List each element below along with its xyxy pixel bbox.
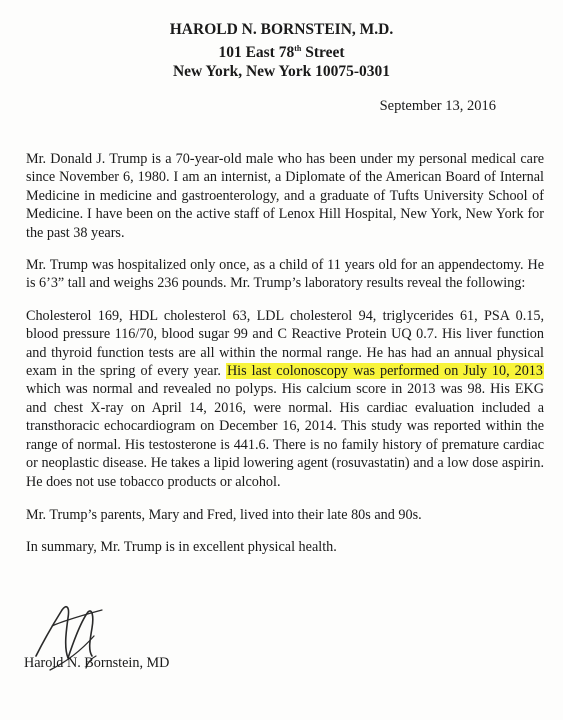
street-name: Street	[301, 44, 345, 61]
paragraph-family-history: Mr. Trump’s parents, Mary and Fred, lived into their late 80s and 90s.	[26, 506, 422, 523]
handwritten-signature	[22, 596, 282, 696]
address-city: New York, New York 10075-0301	[172, 63, 391, 80]
paragraph-history: Mr. Trump was hospitalized only once, as a child of 11 years old for an appendectomy. He is 6’3” tall and weighs 236 pounds. Mr. Trump’s laboratory results reveal the following:	[26, 257, 544, 292]
paragraph-summary: In summary, Mr. Trump is in excellent physical health.	[26, 539, 337, 556]
paragraph-lab-results	[26, 307, 544, 491]
signature-name: Harold N. Bornstein, MD	[24, 655, 170, 671]
letterhead	[0, 20, 563, 81]
signature-block	[22, 596, 282, 696]
address-street	[0, 39, 563, 62]
paragraph-background: Mr. Donald J. Trump is a 70-year-old male who has been under my personal medical care since November 6, 1980. I am an internist, a Diplomate of the American Board of Internal Medicine in medicine and gastroenterology, and a graduate of Tufts University School of Medicine. I have been on the active staff of Lenox Hill Hospital, New York, New York for the past 38 years.	[26, 151, 544, 241]
letter-body	[26, 150, 544, 571]
highlighted-text: His last colonoscopy was performed on July 10, 2013	[226, 363, 543, 380]
lab-results-text-continued: which was normal and revealed no polyps. His calcium score in 2013 was 98. His EKG and chest X-ray on April 14, 2016, were normal. His cardiac evaluation included a transthoracic echocardiogram on December 16, 2014. This study was reported within the range of normal. His testosterone is 441.6. There is no family history of premature cardiac or neoplastic disease. He takes a lipid lowering agent (rosuvastatin) and a low dose aspirin. He does not use tobacco products or alcohol.	[26, 381, 544, 490]
physician-name: HAROLD N. BORNSTEIN, M.D.	[169, 21, 394, 38]
letter-date: September 13, 2016	[379, 98, 496, 114]
street-number: 101 East 78	[218, 44, 295, 61]
lab-results-text: Cholesterol 169, HDL cholesterol 63, LDL cholesterol 94, triglycerides 61, PSA 0.15, blood pressure 116/70, blood sugar 99 and C Reactive Protein UQ 0.7. His liver function and thyroid function tests are all within the normal range. He has had an annual physical exam in the spring of every year.	[26, 307, 544, 380]
street-suffix: th	[294, 44, 302, 53]
